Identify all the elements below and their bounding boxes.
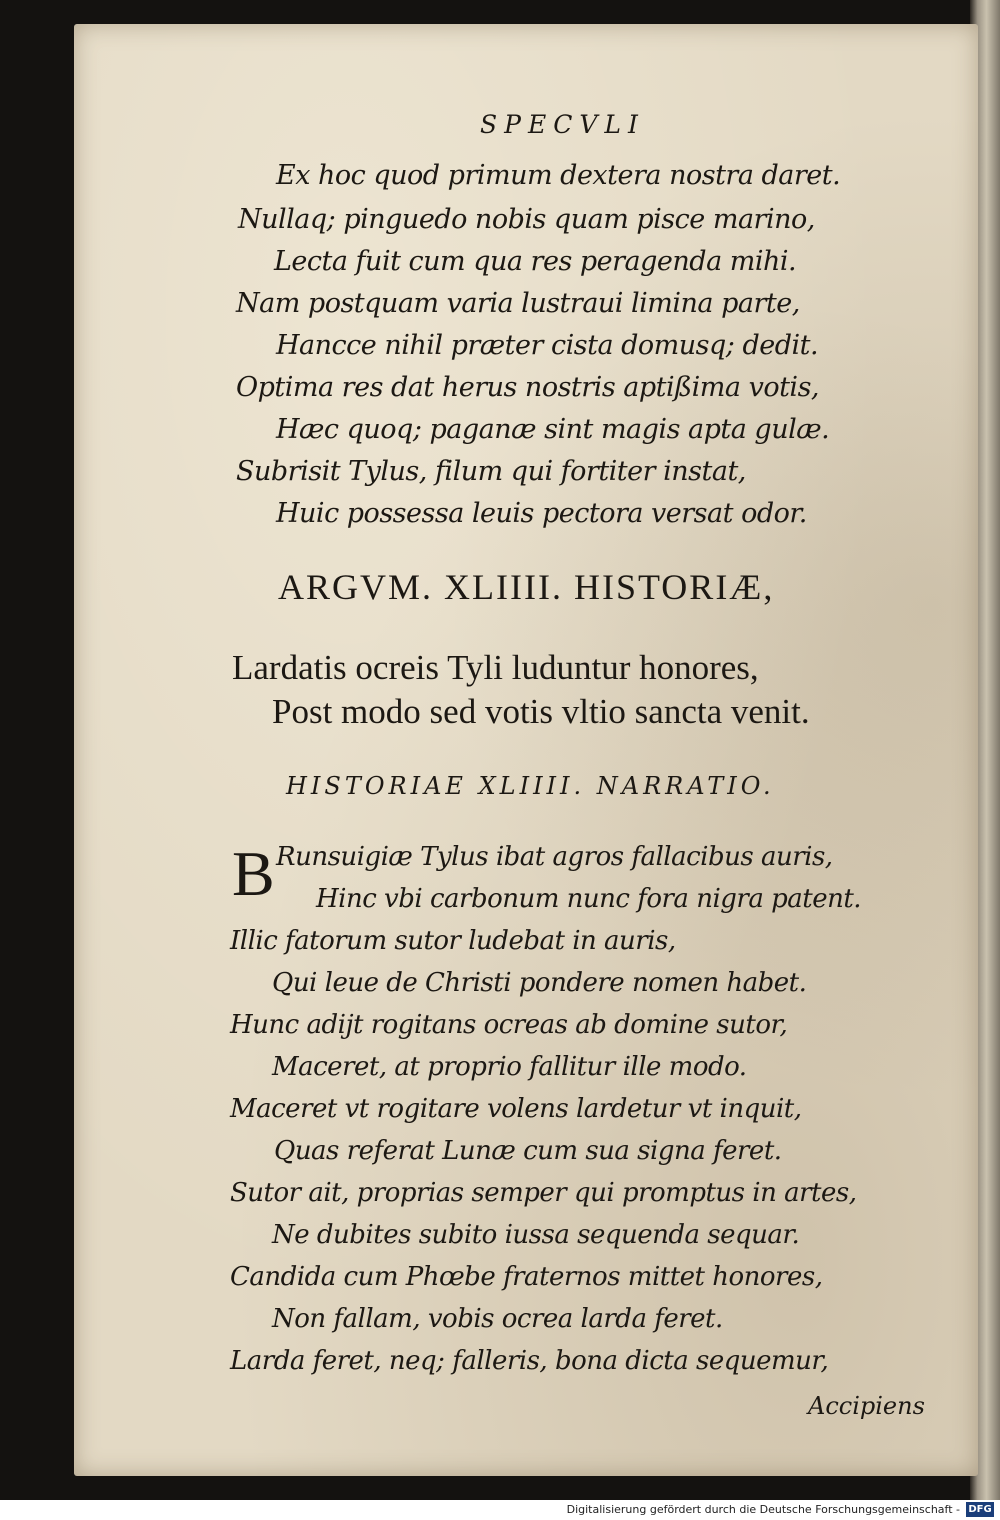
verse-line: Runsuigiæ Tylus ibat agros fallacibus auris, — [276, 842, 833, 872]
verse-line: Hinc vbi carbonum nunc fora nigra patent. — [316, 884, 862, 914]
verse-line: Subrisit Tylus, filum qui fortiter instat, — [236, 456, 746, 487]
verse-line: Sutor ait, proprias semper qui promptus in artes, — [230, 1178, 857, 1208]
footer-credit: Digitalisierung gefördert durch die Deutsche Forschungsgemeinschaft - — [566, 1503, 960, 1516]
verse-line: Non fallam, vobis ocrea larda feret. — [272, 1304, 723, 1334]
verse-line: Ex hoc quod primum dextera nostra daret. — [276, 160, 841, 191]
verse-line: Ne dubites subito iussa sequenda sequar. — [272, 1220, 800, 1250]
narratio-heading: HISTORIAE XLIIII. NARRATIO. — [286, 772, 775, 800]
verse-line: Optima res dat herus nostris aptißima votis, — [236, 372, 820, 403]
verse-line: Hæc quoq; paganæ sint magis apta gulæ. — [276, 414, 830, 445]
verse-line: Larda feret, neq; falleris, bona dicta sequemur, — [230, 1346, 829, 1376]
argument-line: Lardatis ocreis Tyli luduntur honores, — [232, 648, 759, 687]
book-page — [74, 24, 978, 1476]
verse-line: Lecta fuit cum qua res peragenda mihi. — [274, 246, 797, 277]
argument-line: Post modo sed votis vltio sancta venit. — [272, 692, 810, 731]
dfg-logo-icon[interactable]: DFG — [966, 1502, 994, 1517]
drop-cap: B — [232, 838, 275, 909]
running-header: SPECVLI — [480, 110, 645, 139]
verse-line: Quas referat Lunæ cum sua signa feret. — [274, 1136, 782, 1166]
verse-line: Candida cum Phœbe fraternos mittet honores, — [230, 1262, 823, 1292]
verse-line: Nam postquam varia lustraui limina parte, — [236, 288, 800, 319]
footer-bar — [0, 1500, 1000, 1520]
verse-line: Maceret vt rogitare volens lardetur vt inquit, — [230, 1094, 802, 1124]
catchword: Accipiens — [808, 1392, 925, 1420]
verse-line: Maceret, at proprio fallitur ille modo. — [272, 1052, 747, 1082]
verse-line: Qui leue de Christi pondere nomen habet. — [272, 968, 807, 998]
verse-line: Huic possessa leuis pectora versat odor. — [276, 498, 807, 529]
verse-line: Nullaq; pinguedo nobis quam pisce marino, — [238, 204, 815, 235]
verse-line: Illic fatorum sutor ludebat in auris, — [230, 926, 676, 956]
verse-line: Hunc adijt rogitans ocreas ab domine sutor, — [230, 1010, 788, 1040]
verse-line: Hancce nihil præter cista domusq; dedit. — [276, 330, 819, 361]
argument-heading: ARGVM. XLIIII. HISTORIÆ, — [278, 567, 775, 607]
